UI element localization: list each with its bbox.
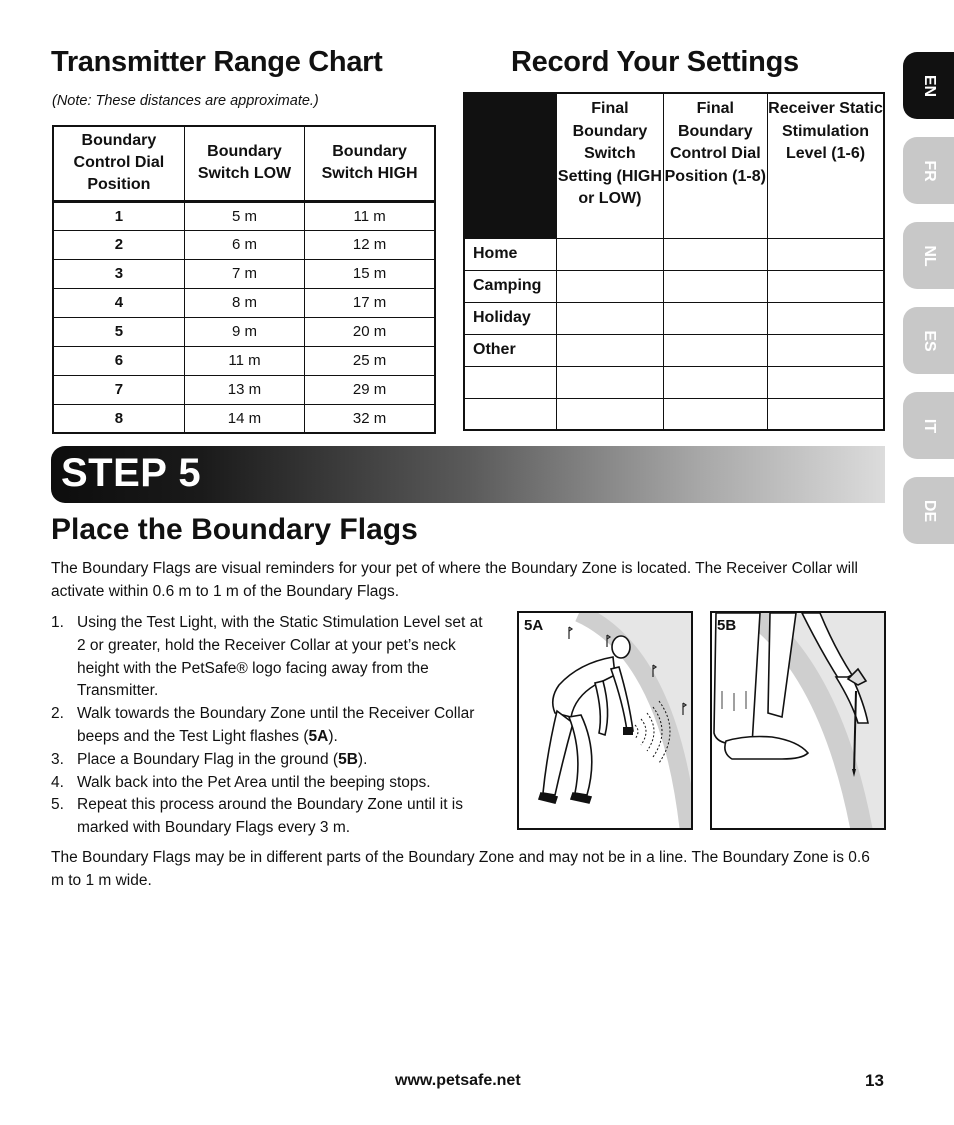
instruction-item <box>51 703 483 749</box>
record-row <box>464 398 884 430</box>
range-high-distance: 20 m <box>305 317 435 346</box>
instruction-text: Place a Boundary Flag in the ground ( <box>77 750 339 768</box>
record-row <box>464 334 884 366</box>
record-row-label <box>464 398 557 430</box>
record-row-label: Home <box>464 238 557 270</box>
instruction-text: Repeat this process around the Boundary Zone until it is marked with Boundary Flags every 3 m. <box>77 796 464 837</box>
record-entry-cell[interactable] <box>768 398 884 430</box>
record-entry-cell[interactable] <box>557 270 663 302</box>
range-high-distance: 12 m <box>305 230 435 259</box>
figure-reference: 5B <box>338 750 358 768</box>
record-row <box>464 238 884 270</box>
record-row <box>464 270 884 302</box>
range-dial-position: 8 <box>53 404 184 433</box>
range-chart-note: (Note: These distances are approximate.) <box>52 93 319 109</box>
record-row <box>464 302 884 334</box>
step-label: STEP 5 <box>61 451 202 495</box>
intro-paragraph: The Boundary Flags are visual reminders for your pet of where the Boundary Zone is located. The Receiver Collar will activate within 0.6 m to 1 m of the Boundary Flags. <box>51 560 858 600</box>
instruction-list <box>51 612 483 840</box>
tab-label: EN <box>920 74 938 97</box>
instruction-number: 5. <box>51 796 64 814</box>
figure-5b <box>710 611 886 830</box>
record-entry-cell[interactable] <box>557 366 663 398</box>
record-entry-cell[interactable] <box>557 302 663 334</box>
range-dial-position: 4 <box>53 288 184 317</box>
range-chart-title: Transmitter Range Chart <box>51 46 383 78</box>
record-entry-cell[interactable] <box>557 238 663 270</box>
range-dial-position: 7 <box>53 375 184 404</box>
range-header-dial: Boundary Control Dial Position <box>53 126 184 201</box>
instruction-item <box>51 612 483 703</box>
tab-fr[interactable] <box>903 137 954 204</box>
instruction-number: 2. <box>51 705 64 723</box>
range-header-low: Boundary Switch LOW <box>184 126 304 201</box>
person-holding-collar-illustration <box>519 613 693 830</box>
tab-label: FR <box>920 159 938 182</box>
tab-label: IT <box>920 418 938 433</box>
instruction-text: Using the Test Light, with the Static Stimulation Level set at 2 or greater, hold the Receiver Collar at your pet’s neck height with the PetSafe® logo facing away from the Transmitter. <box>77 614 483 700</box>
figure-label: 5A <box>524 617 544 634</box>
range-header-high: Boundary Switch HIGH <box>305 126 435 201</box>
range-row <box>53 230 435 259</box>
range-row <box>53 201 435 230</box>
record-entry-cell[interactable] <box>663 334 767 366</box>
tab-label: DE <box>920 499 938 522</box>
range-dial-position: 1 <box>53 201 184 230</box>
range-low-distance: 6 m <box>184 230 304 259</box>
tab-label: NL <box>920 244 938 267</box>
instruction-text: Walk towards the Boundary Zone until the Receiver Collar beeps and the Test Light flashes ( <box>77 705 475 745</box>
range-dial-position: 3 <box>53 259 184 288</box>
tab-it[interactable] <box>903 392 954 459</box>
record-entry-cell[interactable] <box>768 302 884 334</box>
range-high-distance: 32 m <box>305 404 435 433</box>
tab-es[interactable] <box>903 307 954 374</box>
closing-paragraph: The Boundary Flags may be in different parts of the Boundary Zone and may not be in a line. The Boundary Zone is 0.6 m to 1 m wide. <box>51 849 870 889</box>
range-high-distance: 15 m <box>305 259 435 288</box>
instruction-item <box>51 749 483 772</box>
record-header-switch: Final Boundary Switch Setting (HIGH or LOW) <box>557 93 663 238</box>
range-low-distance: 5 m <box>184 201 304 230</box>
range-dial-position: 2 <box>53 230 184 259</box>
tab-nl[interactable] <box>903 222 954 289</box>
record-settings-table <box>463 92 885 431</box>
tab-de[interactable] <box>903 477 954 544</box>
range-dial-position: 6 <box>53 346 184 375</box>
instruction-number: 4. <box>51 773 64 791</box>
record-entry-cell[interactable] <box>768 334 884 366</box>
range-low-distance: 8 m <box>184 288 304 317</box>
record-entry-cell[interactable] <box>663 238 767 270</box>
instruction-item <box>51 794 483 840</box>
range-row <box>53 259 435 288</box>
instruction-number: 1. <box>51 614 64 631</box>
record-entry-cell[interactable] <box>768 270 884 302</box>
placing-flag-illustration <box>712 613 886 830</box>
range-row <box>53 404 435 433</box>
record-header-dial: Final Boundary Control Dial Position (1-8) <box>663 93 767 238</box>
record-entry-cell[interactable] <box>557 398 663 430</box>
record-row-label <box>464 366 557 398</box>
range-header-row <box>53 126 435 201</box>
range-high-distance: 29 m <box>305 375 435 404</box>
tab-en[interactable] <box>903 52 954 119</box>
range-high-distance: 17 m <box>305 288 435 317</box>
range-chart-table <box>52 125 436 434</box>
record-entry-cell[interactable] <box>663 366 767 398</box>
record-entry-cell[interactable] <box>768 366 884 398</box>
section-title: Place the Boundary Flags <box>51 513 418 546</box>
range-row <box>53 317 435 346</box>
record-row-label: Holiday <box>464 302 557 334</box>
step-banner <box>51 446 885 503</box>
record-entry-cell[interactable] <box>663 398 767 430</box>
record-row-label: Other <box>464 334 557 366</box>
range-low-distance: 13 m <box>184 375 304 404</box>
footer-url[interactable]: www.petsafe.net <box>395 1072 521 1089</box>
instruction-text: Walk back into the Pet Area until the beeping stops. <box>77 773 431 791</box>
range-high-distance: 25 m <box>305 346 435 375</box>
figure-5a <box>517 611 693 830</box>
range-dial-position: 5 <box>53 317 184 346</box>
page-number: 13 <box>865 1071 884 1090</box>
range-high-distance: 11 m <box>305 201 435 230</box>
record-settings-title: Record Your Settings <box>511 46 799 78</box>
record-entry-cell[interactable] <box>663 270 767 302</box>
record-row <box>464 366 884 398</box>
record-entry-cell[interactable] <box>663 302 767 334</box>
range-row <box>53 375 435 404</box>
range-row <box>53 288 435 317</box>
instruction-text-end: ). <box>357 750 368 768</box>
instruction-text-end: ). <box>328 727 338 745</box>
figure-label: 5B <box>717 617 737 634</box>
record-entry-cell[interactable] <box>557 334 663 366</box>
record-header-row <box>464 93 884 238</box>
range-low-distance: 7 m <box>184 259 304 288</box>
instruction-item <box>51 772 483 795</box>
range-low-distance: 9 m <box>184 317 304 346</box>
instruction-number: 3. <box>51 750 64 768</box>
range-row <box>53 346 435 375</box>
record-header-blank <box>464 93 557 238</box>
range-low-distance: 11 m <box>184 346 304 375</box>
record-entry-cell[interactable] <box>768 238 884 270</box>
tab-label: ES <box>920 329 938 352</box>
record-row-label: Camping <box>464 270 557 302</box>
range-low-distance: 14 m <box>184 404 304 433</box>
figure-reference: 5A <box>308 727 329 745</box>
record-header-level: Receiver Static Stimulation Level (1-6) <box>768 93 884 238</box>
